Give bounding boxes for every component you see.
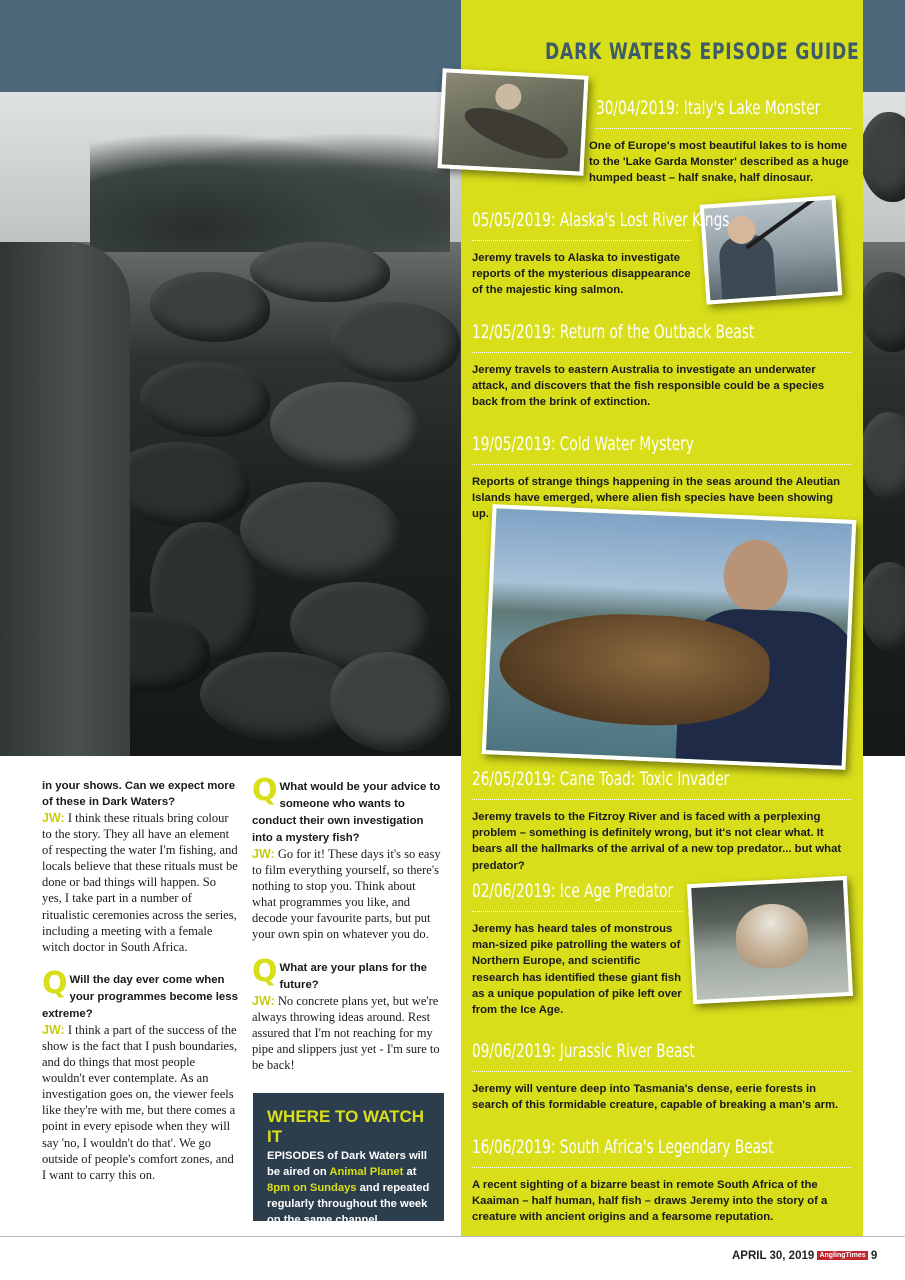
episode-title-5: 26/05/2019: Cane Toad: Toxic Invader — [472, 768, 730, 790]
question-text: in your shows. Can we expect more of these in Dark Waters? — [42, 780, 236, 808]
answer-text: Go for it! These days it's so easy to film everything yourself, so there's nothing to stop you. Think about what programmes you like, and decode your favourite parts, but put your own spin on whatever you do. — [252, 847, 441, 942]
photo-jeremy-with-fish — [482, 504, 857, 770]
angler-figure — [0, 242, 130, 756]
episode-text-3: Jeremy travels to eastern Australia to investigate an underwater attack, and discovers that the fish responsible could be a species back from the brink of extinction. — [472, 364, 825, 409]
air-time: 8pm on Sundays — [267, 1182, 357, 1194]
jw-label: JW: — [252, 993, 275, 1008]
episode-title-2: 05/05/2019: Alaska's Lost River Kings — [472, 209, 730, 231]
channel-name: Animal Planet — [329, 1166, 404, 1178]
episode-title-1: 30/04/2019: Italy's Lake Monster — [596, 97, 821, 119]
episode-text-6: Jeremy has heard tales of monstrous man-sized pike patrolling the waters of Northern Europe, and scientific research has identified these giant fish as a unique population of pike left over from the Ice Age. — [472, 923, 682, 1017]
where-to-watch-text: EPISODES of Dark Waters will be aired on Animal Planet at 8pm on Sundays and repeated regularly throughout the week on the same channel. — [267, 1150, 430, 1226]
interview-column-1 — [42, 778, 238, 1183]
episode-guide-title: DARK WATERS EPISODE GUIDE — [545, 40, 860, 65]
episode-divider — [472, 911, 682, 912]
photo-catfish — [437, 68, 588, 176]
question-text: What would be your advice to someone who wants to conduct their own investigation into a mystery fish? — [252, 781, 441, 844]
jw-label: JW: — [42, 811, 65, 825]
q-mark-icon: Q — [252, 953, 278, 989]
episode-text-8: A recent sighting of a bizarre beast in remote South Africa of the Kaaiman – half human, half fish – draws Jeremy into the story of a creature with ancient origins and a fearsome reputation. — [472, 1179, 828, 1224]
interview-column-2 — [252, 773, 442, 1073]
q-mark-icon: Q — [42, 965, 68, 1001]
page-footer — [732, 1250, 877, 1262]
answer-text: No concrete plans yet, but we're always throwing ideas around. Rest assured that I'm not reaching for my pipe and slippers just yet - I'm sure to be back! — [252, 993, 440, 1072]
episode-title-8: 16/06/2019: South Africa's Legendary Beast — [472, 1136, 774, 1158]
episode-divider — [472, 352, 851, 353]
episode-text-7: Jeremy will venture deep into Tasmania's dense, eerie forests in search of this formidable creature, capable of breaking a man's arm. — [472, 1083, 839, 1112]
episode-title-4: 19/05/2019: Cold Water Mystery — [472, 433, 694, 455]
issue-date: APRIL 30, 2019 — [732, 1250, 815, 1262]
page-number: 9 — [870, 1250, 878, 1262]
where-to-watch-heading: WHERE TO WATCH IT — [267, 1107, 425, 1146]
episode-divider — [472, 799, 851, 800]
episode-divider — [472, 464, 851, 465]
episode-text-4: Reports of strange things happening in the seas around the Aleutian Islands have emerged, where alien fish species have been showing up. — [472, 476, 841, 521]
episode-divider — [596, 128, 851, 129]
episode-title-6: 02/06/2019: Ice Age Predator — [472, 880, 674, 902]
episode-divider — [472, 240, 692, 241]
episode-title-3: 12/05/2019: Return of the Outback Beast — [472, 321, 755, 343]
jw-label: JW: — [42, 1022, 65, 1037]
magazine-logo: AnglingTimes — [819, 1252, 866, 1259]
footer-divider — [0, 1236, 905, 1237]
jw-label: JW: — [252, 847, 275, 861]
episode-text-5: Jeremy travels to the Fitzroy River and is faced with a perplexing problem – something is definitely wrong, but it's not clear what. It bears all the hallmarks of the arrival of a new top predator... but what predator? — [472, 811, 842, 872]
episode-divider — [472, 1071, 851, 1072]
episode-text-2: Jeremy travels to Alaska to investigate reports of the mysterious disappearance of the majestic king salmon. — [472, 252, 691, 297]
episode-divider — [472, 1167, 851, 1168]
episode-text-1: One of Europe's most beautiful lakes to is home to the 'Lake Garda Monster' described as a huge humped beast – half snake, half dinosaur. — [589, 140, 849, 185]
answer-text: I think these rituals bring colour to the story. They all have an element of respecting the water I'm fishing, and locals believe that these rituals must be done or bad things will happen. So yes, I take part in a number of ritualistic ceremonies across the series, including a meeting with a female witch doctor in South Africa. — [42, 811, 238, 954]
photo-jeremy-in-water — [687, 876, 853, 1004]
question-text: What are your plans for the future? — [279, 961, 427, 991]
episode-title-7: 09/06/2019: Jurassic River Beast — [472, 1040, 695, 1062]
where-to-watch-box — [253, 1093, 444, 1226]
question-text: Will the day ever come when your programmes become less extreme? — [42, 973, 238, 1020]
answer-text: I think a part of the success of the show is the fact that I push boundaries, and do things that most people wouldn't ever contemplate. As an investigation goes on, the viewer feels like they're with me, but there comes a point in every episode when they will say 'no, I wouldn't do that'. We go outside of people's comfort zones, and I want to carry this on. — [42, 1022, 238, 1182]
q-mark-icon: Q — [252, 773, 278, 808]
